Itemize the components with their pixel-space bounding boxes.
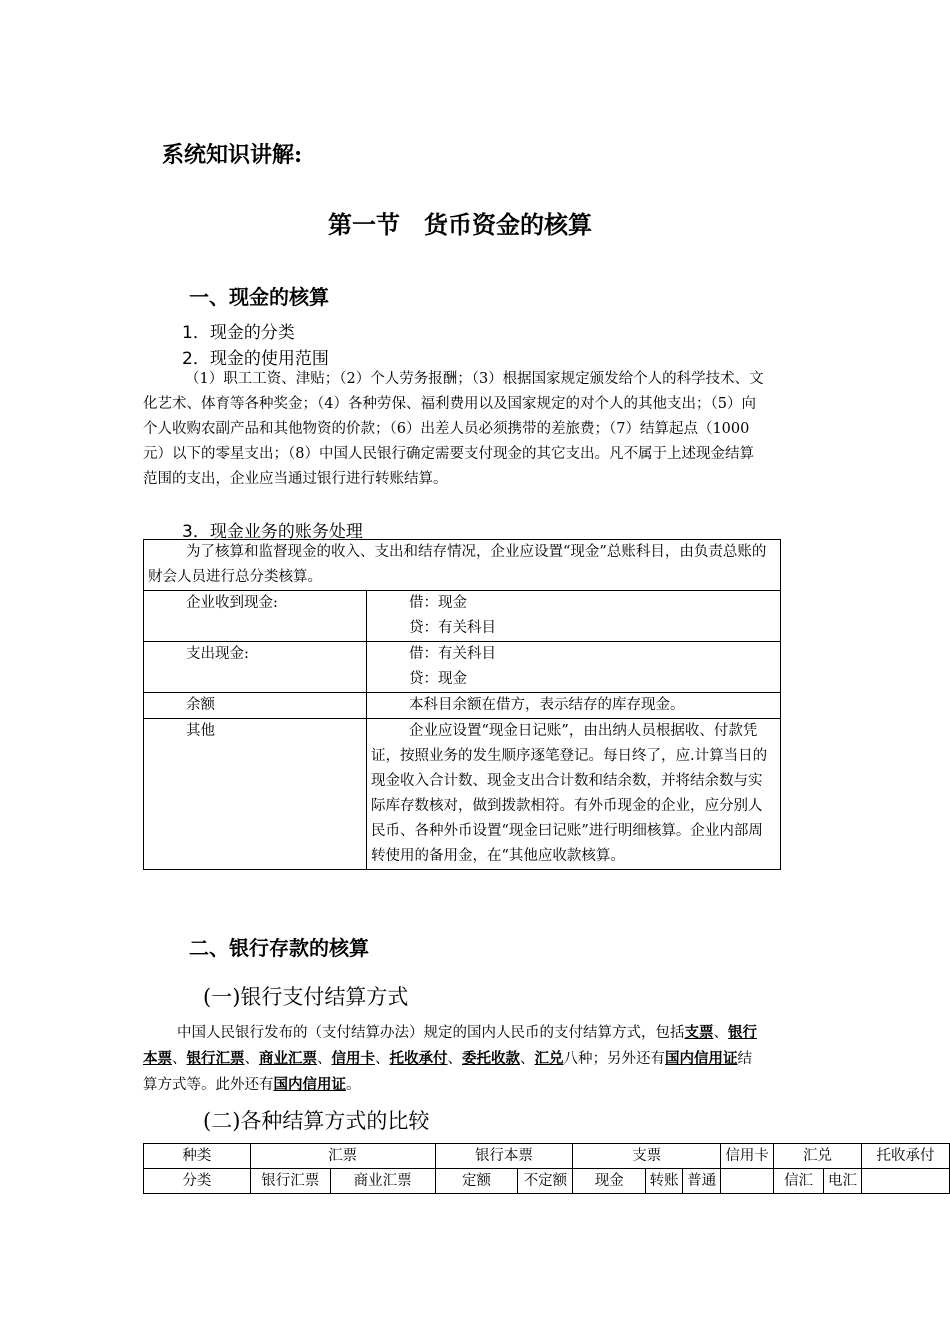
chapter-title: 第一节 货币资金的核算 bbox=[328, 210, 592, 239]
settlement-comparison-table bbox=[143, 1143, 950, 1194]
link-method[interactable]: 汇兑 bbox=[534, 1050, 564, 1067]
table-cell: 信汇 bbox=[774, 1169, 824, 1194]
section1-title: 一、现金的核算 bbox=[189, 285, 329, 309]
link-method[interactable]: 支票 bbox=[684, 1024, 714, 1041]
link-domestic-lc[interactable]: 国内信用证 bbox=[665, 1050, 738, 1067]
link-domestic-lc[interactable]: 国内信用证 bbox=[273, 1076, 346, 1093]
section1-item2: 2．现金的使用范围 bbox=[182, 349, 329, 369]
table1-label: 其他 bbox=[144, 719, 367, 870]
section2-paragraph: 中国人民银行发布的（支付结算办法）规定的国内人民币的支付结算方式，包括支票、银行本票、银行汇票、商业汇票、信用卡、托收承付、委托收款、汇兑八种；另外还有国内信用证结算方式等。此外还有国内信用证。 bbox=[143, 1024, 757, 1093]
table-cell: 托收承付 bbox=[862, 1144, 950, 1169]
table-cell: 支票 bbox=[573, 1144, 721, 1169]
link-method[interactable]: 托收承付 bbox=[389, 1050, 448, 1067]
section1-paragraph: （1）职工工资、津贴；（2）个人劳务报酬；（3）根据国家规定颁发给个人的科学技术、文化艺术、体育等各种奖金；（4）各种劳保、福利费用以及国家规定的对个人的其他支出；（5）向个人收购农副产品和其他物资的价款；（6）出差人员必须携带的差旅费；（7）结算起点（1000元）以下的零星支出；（8）中国人民银行确定需要支付现金的其它支出。凡不属于上述现金结算范围的支出，企业应当通过银行进行转账结算。 bbox=[143, 371, 764, 487]
table-cell: 银行本票 bbox=[435, 1144, 573, 1169]
table-cell: 电汇 bbox=[824, 1169, 862, 1194]
table-cell: 分类 bbox=[144, 1169, 251, 1194]
table-cell: 汇票 bbox=[250, 1144, 435, 1169]
cash-accounting-table bbox=[143, 539, 781, 870]
table-cell: 定额 bbox=[435, 1169, 518, 1194]
link-method[interactable]: 委托收款 bbox=[462, 1050, 520, 1067]
table1-label: 支出现金: bbox=[144, 642, 367, 693]
table-cell: 普通 bbox=[683, 1169, 721, 1194]
table1-label: 企业收到现金: bbox=[144, 591, 367, 642]
table1-entry: 本科目余额在借方，表示结存的库存现金。 bbox=[367, 693, 781, 719]
table1-intro: 为了核算和监督现金的收入、支出和结存情况，企业应设置“现金”总账科目，由负责总账的财会人员进行总分类核算。 bbox=[144, 540, 781, 591]
section2-sub1: (一)银行支付结算方式 bbox=[203, 985, 409, 1009]
table1-entry: 借：现金 贷：有关科目 bbox=[367, 591, 781, 642]
table1-entry: 企业应设置“现金日记账”，由出纳人员根据收、付款凭证，按照业务的发生顺序逐笔登记。每日终了，应.计算当日的现金收入合计数、现金支出合计数和结余数，并将结余数与实际库存数核对，做到拨款相符。有外币现金的企业，应分别人民币、各种外币设置“现金曰记账”进行明细核算。企业内部周转使用的备用金，在“其他应收款核算。 bbox=[367, 719, 781, 870]
page-header: 系统知识讲解: bbox=[162, 142, 303, 168]
table-cell bbox=[721, 1169, 774, 1194]
table-row bbox=[144, 591, 781, 642]
link-method[interactable]: 商业汇票 bbox=[259, 1050, 317, 1067]
table-row bbox=[144, 719, 781, 870]
table1-entry: 借：有关科目 贷：现金 bbox=[367, 642, 781, 693]
table-row bbox=[144, 1169, 950, 1194]
table-cell: 转账 bbox=[646, 1169, 683, 1194]
section1-item1: 1．现金的分类 bbox=[182, 323, 295, 343]
table-row bbox=[144, 693, 781, 719]
section2-title: 二、银行存款的核算 bbox=[189, 936, 369, 960]
table-cell bbox=[862, 1169, 950, 1194]
table1-label: 余额 bbox=[144, 693, 367, 719]
table-cell: 银行汇票 bbox=[250, 1169, 330, 1194]
section2-sub2: (二)各种结算方式的比较 bbox=[203, 1109, 430, 1133]
link-method[interactable]: 银行本票 bbox=[143, 1024, 757, 1067]
table-cell: 种类 bbox=[144, 1144, 251, 1169]
table-cell: 汇兑 bbox=[774, 1144, 862, 1169]
table-cell: 现金 bbox=[573, 1169, 646, 1194]
link-method[interactable]: 信用卡 bbox=[331, 1050, 375, 1067]
table-cell: 信用卡 bbox=[721, 1144, 774, 1169]
table-row bbox=[144, 1144, 950, 1169]
table-cell: 商业汇票 bbox=[330, 1169, 435, 1194]
table-row bbox=[144, 642, 781, 693]
section1-item3: 3．现金业务的账务处理 bbox=[182, 522, 363, 542]
table-cell: 不定额 bbox=[518, 1169, 573, 1194]
link-method[interactable]: 银行汇票 bbox=[186, 1050, 245, 1067]
